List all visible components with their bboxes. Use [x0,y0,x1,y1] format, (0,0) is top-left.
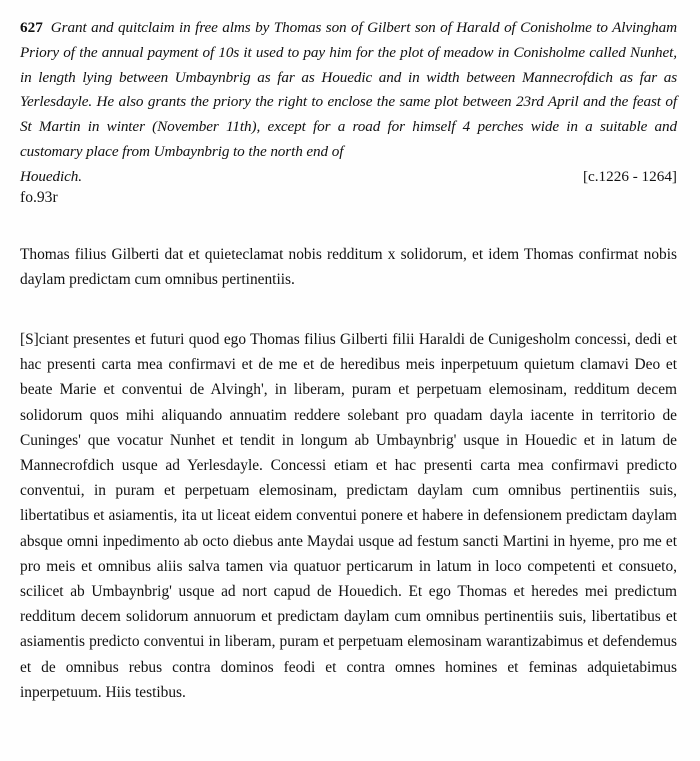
entry-summary-line-4: priory the right to enclose the same plot between 23rd April and the feast of St Martin in winter (November 11th), [20,93,678,136]
summary-final-row [20,165,677,190]
entry-summary-line-5: except for a road for himself 4 perches wide in a suitable and customary place from Umbaynbrig to the north end of [20,118,678,160]
entry-header [20,16,677,190]
entry-summary-line-2: the annual payment of 10s it used to pay him for the plot of meadow in Conisholme called Nunhet, in length lying [20,43,677,86]
entry-summary-line-3: between Umbaynbrig as far as Houedic and in width between Mannecrofdich as far as Yerlesdayle. He also grants the [20,68,677,111]
latin-charter-text: [S]ciant presentes et futuri quod ego Thomas filius Gilberti filii Haraldi de Cunigesholm concessi, dedi et hac presenti carta mea confirmavi et de me et de heredibus meis inperpetuum quietum clamavi Deo et beate Marie et conventui de Alvingh', in liberam, puram et perpetuam elemosinam, redditum decem solidorum quos mihi aliquando annuatim reddere solebant pro quadam dayla iacente in territorio de Cuninges' que vocatur Nunhet et tendit in longum ab Umbaynbrig' usque in Houedic et in latum de Mannecrofdich usque ad Yerlesdayle. Concessi etiam et hac presenti carta mea confirmavi predicto conventui, in puram et perpetuam elemosinam, predictam daylam cum omnibus pertinentiis suis, libertatibus et asiamentis, ita ut liceat eidem conventui ponere et habere in defensionem predictam daylam absque omni inpedimento ab octo diebus ante Maydai usque ad festum sancti Martini in hyeme, pro me et pro meis et omnibus aliis salva tamen via quatuor perticarum in latum in loco competenti et consueto, scilicet ab Umbaynbrig' usque ad nort capud de Houedich. Et ego Thomas et heredes mei predictum redditum decem solidorum annuorum et predictam daylam cum omnibus pertinentiis suis, libertatibus et asiamentis predicto conventui in liberam, puram et perpetuam elemosinam warantizabimus et defendemus et de omnibus rebus contra dominos feodi et contra omnes homines et feminas adquietabimus inperpetuum. Hiis testibus. [20,331,677,701]
date-range: [c.1226 - 1264] [582,167,677,185]
latin-rubric-paragraph: Thomas filius Gilberti dat et quieteclamat nobis redditum x solidorum, et idem Thomas confirmat nobis daylam predictam cum omnibus pertinentiis. [20,246,677,289]
folio-reference: fo.93r [20,189,58,206]
entry-summary-line-6: Houedich. [20,167,82,185]
entry-summary-line-1: Grant and quitclaim in free alms by Thomas son of Gilbert son of Harald of Conisholme to Alvingham Priory of [20,19,677,61]
entry-number: 627 [20,19,43,36]
